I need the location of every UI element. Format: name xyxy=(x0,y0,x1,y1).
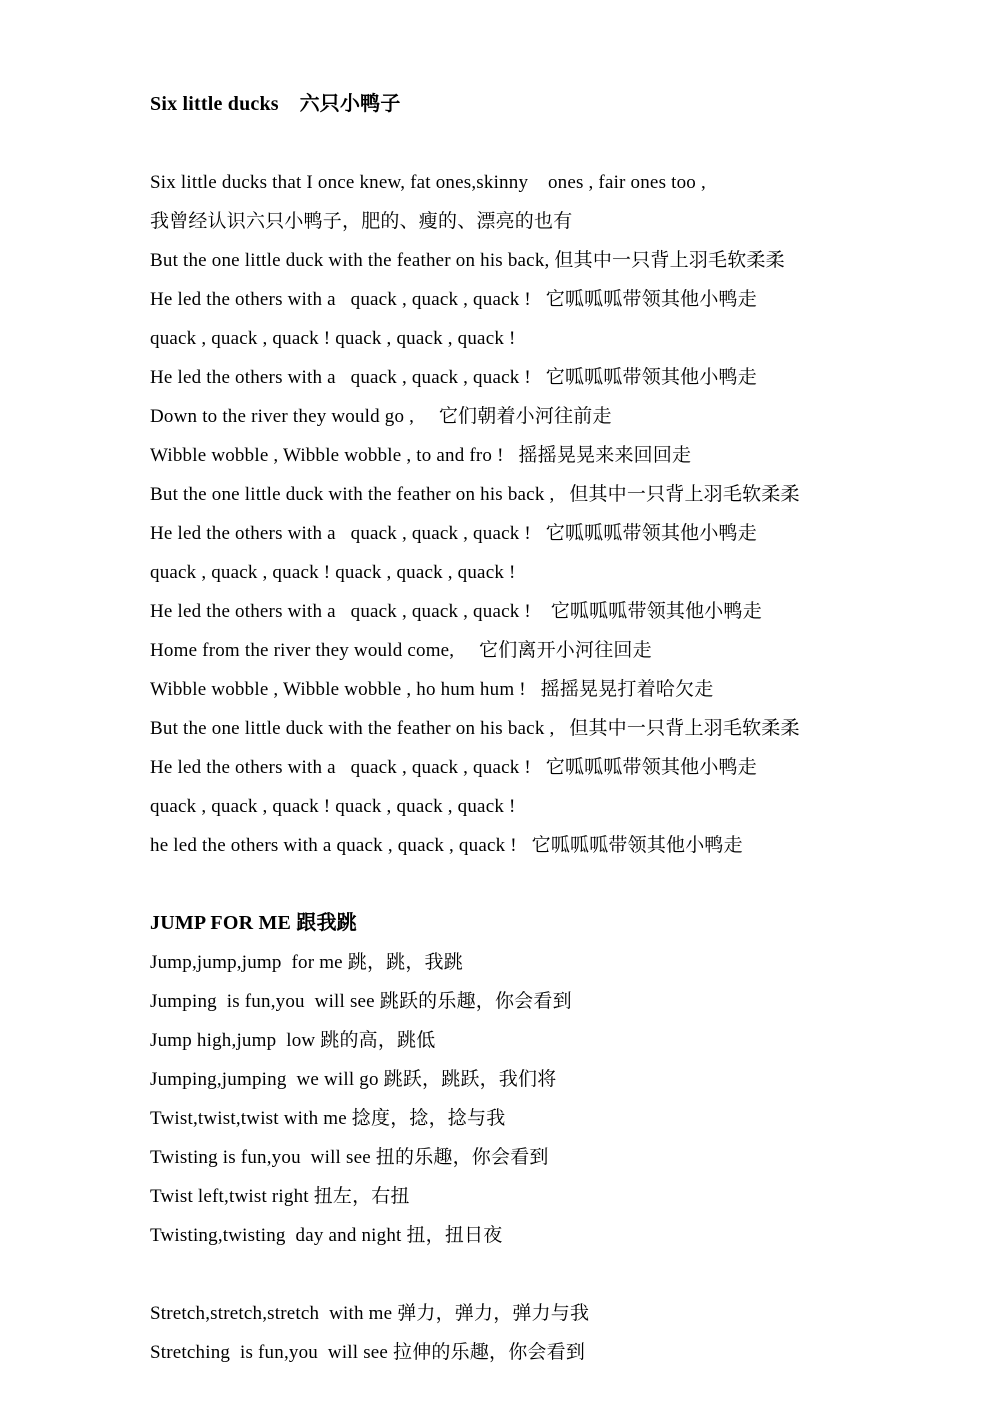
blank-line xyxy=(150,1255,993,1294)
lyric-line: Twist,twist,twist with me 捻度，捻，捻与我 xyxy=(150,1108,506,1129)
lyric-line: Six little ducks that I once knew, fat ones,skinny ones , fair ones too , xyxy=(150,172,706,193)
blank-line xyxy=(150,865,993,904)
lyric-line: He led the others with a quack , quack , quack ! 它呱呱呱带领其他小鸭走 xyxy=(150,757,757,778)
lyric-line: Twist left,twist right 扭左，右扭 xyxy=(150,1186,410,1207)
lyric-line: Jumping,jumping we will go 跳跃，跳跃，我们将 xyxy=(150,1069,557,1090)
lyric-line: But the one little duck with the feather on his back , 但其中一只背上羽毛软柔柔 xyxy=(150,718,800,739)
lyric-line: Jump,jump,jump for me 跳，跳，我跳 xyxy=(150,952,463,973)
lyric-line: Home from the river they would come, 它们离开小河往回走 xyxy=(150,640,652,661)
lyric-line: He led the others with a quack , quack , quack ! 它呱呱呱带领其他小鸭走 xyxy=(150,367,757,388)
lyric-line: But the one little duck with the feather on his back, 但其中一只背上羽毛软柔柔 xyxy=(150,250,785,271)
lyric-line: 我曾经认识六只小鸭子，肥的、瘦的、漂亮的也有 xyxy=(150,211,573,232)
lyrics-content xyxy=(150,85,993,1372)
lyric-line: He led the others with a quack , quack , quack ! 它呱呱呱带领其他小鸭走 xyxy=(150,523,757,544)
lyric-line: Stretch,stretch,stretch with me 弹力，弹力，弹力与我 xyxy=(150,1303,590,1324)
lyric-line: quack , quack , quack ! quack , quack , quack ! xyxy=(150,796,516,817)
lyric-line: Wibble wobble , Wibble wobble , to and fro ! 摇摇晃晃来来回回走 xyxy=(150,445,692,466)
blank-line xyxy=(150,124,993,163)
lyric-line: Twisting is fun,you will see 扭的乐趣，你会看到 xyxy=(150,1147,549,1168)
lyric-line: Twisting,twisting day and night 扭，扭日夜 xyxy=(150,1225,503,1246)
song2-title: JUMP FOR ME 跟我跳 xyxy=(150,912,357,934)
lyric-line: he led the others with a quack , quack , quack ! 它呱呱呱带领其他小鸭走 xyxy=(150,835,743,856)
lyric-line: quack , quack , quack ! quack , quack , quack ! xyxy=(150,562,516,583)
lyric-line: He led the others with a quack , quack , quack ! 它呱呱呱带领其他小鸭走 xyxy=(150,289,757,310)
song1-title: Six little ducks 六只小鸭子 xyxy=(150,93,401,115)
lyric-line: Down to the river they would go , 它们朝着小河往前走 xyxy=(150,406,612,427)
lyric-line: Jumping is fun,you will see 跳跃的乐趣，你会看到 xyxy=(150,991,572,1012)
lyric-line: Stretching is fun,you will see 拉伸的乐趣，你会看到 xyxy=(150,1342,586,1363)
lyric-line: He led the others with a quack , quack , quack ! 它呱呱呱带领其他小鸭走 xyxy=(150,601,762,622)
lyric-line: quack , quack , quack ! quack , quack , quack ! xyxy=(150,328,516,349)
lyric-line: Wibble wobble , Wibble wobble , ho hum hum ! 摇摇晃晃打着哈欠走 xyxy=(150,679,714,700)
lyric-line: Jump high,jump low 跳的高，跳低 xyxy=(150,1030,436,1051)
lyric-line: But the one little duck with the feather on his back , 但其中一只背上羽毛软柔柔 xyxy=(150,484,800,505)
